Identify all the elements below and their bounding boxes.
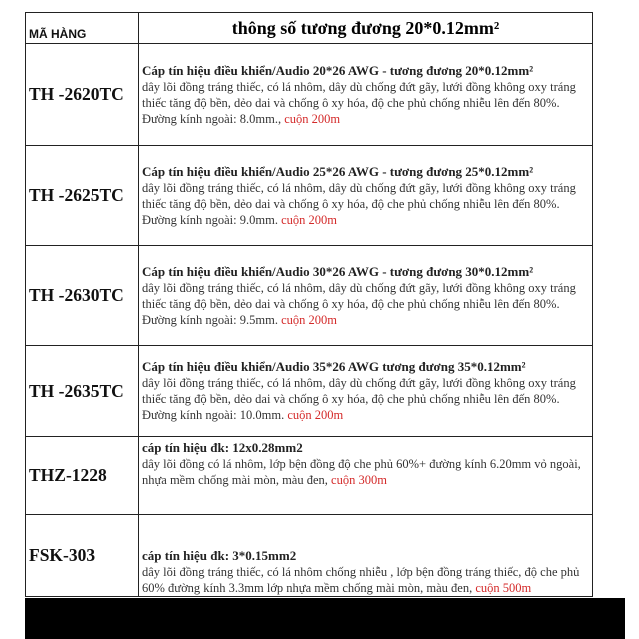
product-code: THZ-1228 <box>26 437 139 515</box>
spec-title: cáp tín hiệu đk: 12x0.28mm2 <box>142 440 303 455</box>
table-row <box>26 44 593 146</box>
product-spec <box>139 346 593 437</box>
roll-length: cuộn 300m <box>331 473 387 487</box>
spec-desc: dây lõi đồng tráng thiếc, có lá nhôm, dây dù chống đứt gãy, lưới đồng không oxy tráng thiếc tăng độ bền, dẻo dai và chống ô xy hóa, độ che phủ chống nhiễu lên đến 80%. Đường kính ngoài: 8.0mm., <box>142 79 576 126</box>
product-spec <box>139 437 593 515</box>
spec-table <box>25 12 593 597</box>
product-spec <box>139 146 593 246</box>
product-spec <box>139 246 593 346</box>
header-spec: thông số tương đương 20*0.12mm² <box>139 13 593 44</box>
table-row <box>26 146 593 246</box>
spec-title: Cáp tín hiệu điều khiển/Audio 30*26 AWG - tương đương 30*0.12mm² <box>142 263 534 279</box>
product-code: TH -2620TC <box>26 44 139 146</box>
table-row <box>26 515 593 597</box>
spec-title: cáp tín hiệu đk: 3*0.15mm2 <box>142 548 297 563</box>
product-spec <box>139 515 593 597</box>
spec-title: Cáp tín hiệu điều khiển/Audio 25*26 AWG - tương đương 25*0.12mm² <box>142 163 534 179</box>
table-row <box>26 246 593 346</box>
product-code: TH -2630TC <box>26 246 139 346</box>
spec-desc: dây lõi đồng tráng thiếc, có lá nhôm, dây dù chống đứt gãy, lưới đồng không oxy tráng thiếc tăng độ bền, dẻo dai và chống ô xy hóa, độ che phủ chống nhiễu lên đến 80%. Đường kính ngoài: 10.0mm. <box>142 376 576 422</box>
product-code: FSK-303 <box>26 515 139 597</box>
header-row <box>26 13 593 44</box>
spec-title: Cáp tín hiệu điều khiển/Audio 35*26 AWG tương đương 35*0.12mm² <box>142 359 526 374</box>
table-row <box>26 437 593 515</box>
product-code: TH -2635TC <box>26 346 139 437</box>
spec-title: Cáp tín hiệu điều khiển/Audio 20*26 AWG - tương đương 20*0.12mm² <box>142 62 534 78</box>
spec-desc: dây lõi đồng tráng thiếc, có lá nhôm, dây dù chống đứt gãy, lưới đồng không oxy tráng thiếc tăng độ bền, dẻo dai và chống ô xy hóa, độ che phủ chống nhiễu lên đến 80%. Đường kính ngoài: 9.0mm. <box>142 180 576 227</box>
header-code: MÃ HÀNG <box>26 13 139 44</box>
roll-length: cuộn 200m <box>281 212 337 227</box>
black-bar <box>25 598 625 639</box>
spec-desc: dây lõi đồng tráng thiếc, có lá nhôm chống nhiễu , lớp bện đồng tráng thiếc, độ che phủ 60% đường kính 3.3mm lớp nhựa mềm chống mài mòn, màu đen, <box>142 565 580 595</box>
table-row <box>26 346 593 437</box>
roll-length: cuộn 500m <box>475 581 532 595</box>
product-code: TH -2625TC <box>26 146 139 246</box>
roll-length: cuộn 200m <box>287 408 344 422</box>
spec-desc: dây lõi đồng tráng thiếc, có lá nhôm, dây dù chống đứt gãy, lưới đồng không oxy tráng thiếc tăng độ bền, dẻo dai và chống ô xy hóa, độ che phủ chống nhiễu lên đến 80%. Đường kính ngoài: 9.5mm. <box>142 280 576 327</box>
roll-length: cuộn 200m <box>284 111 341 126</box>
spec-desc: dây lõi đồng có lá nhôm, lớp bện đồng độ che phủ 60%+ đường kính 6.20mm vỏ ngoài, nhựa mềm chống mài mòn, màu đen, <box>142 457 581 487</box>
product-spec <box>139 44 593 146</box>
roll-length: cuộn 200m <box>281 312 337 327</box>
